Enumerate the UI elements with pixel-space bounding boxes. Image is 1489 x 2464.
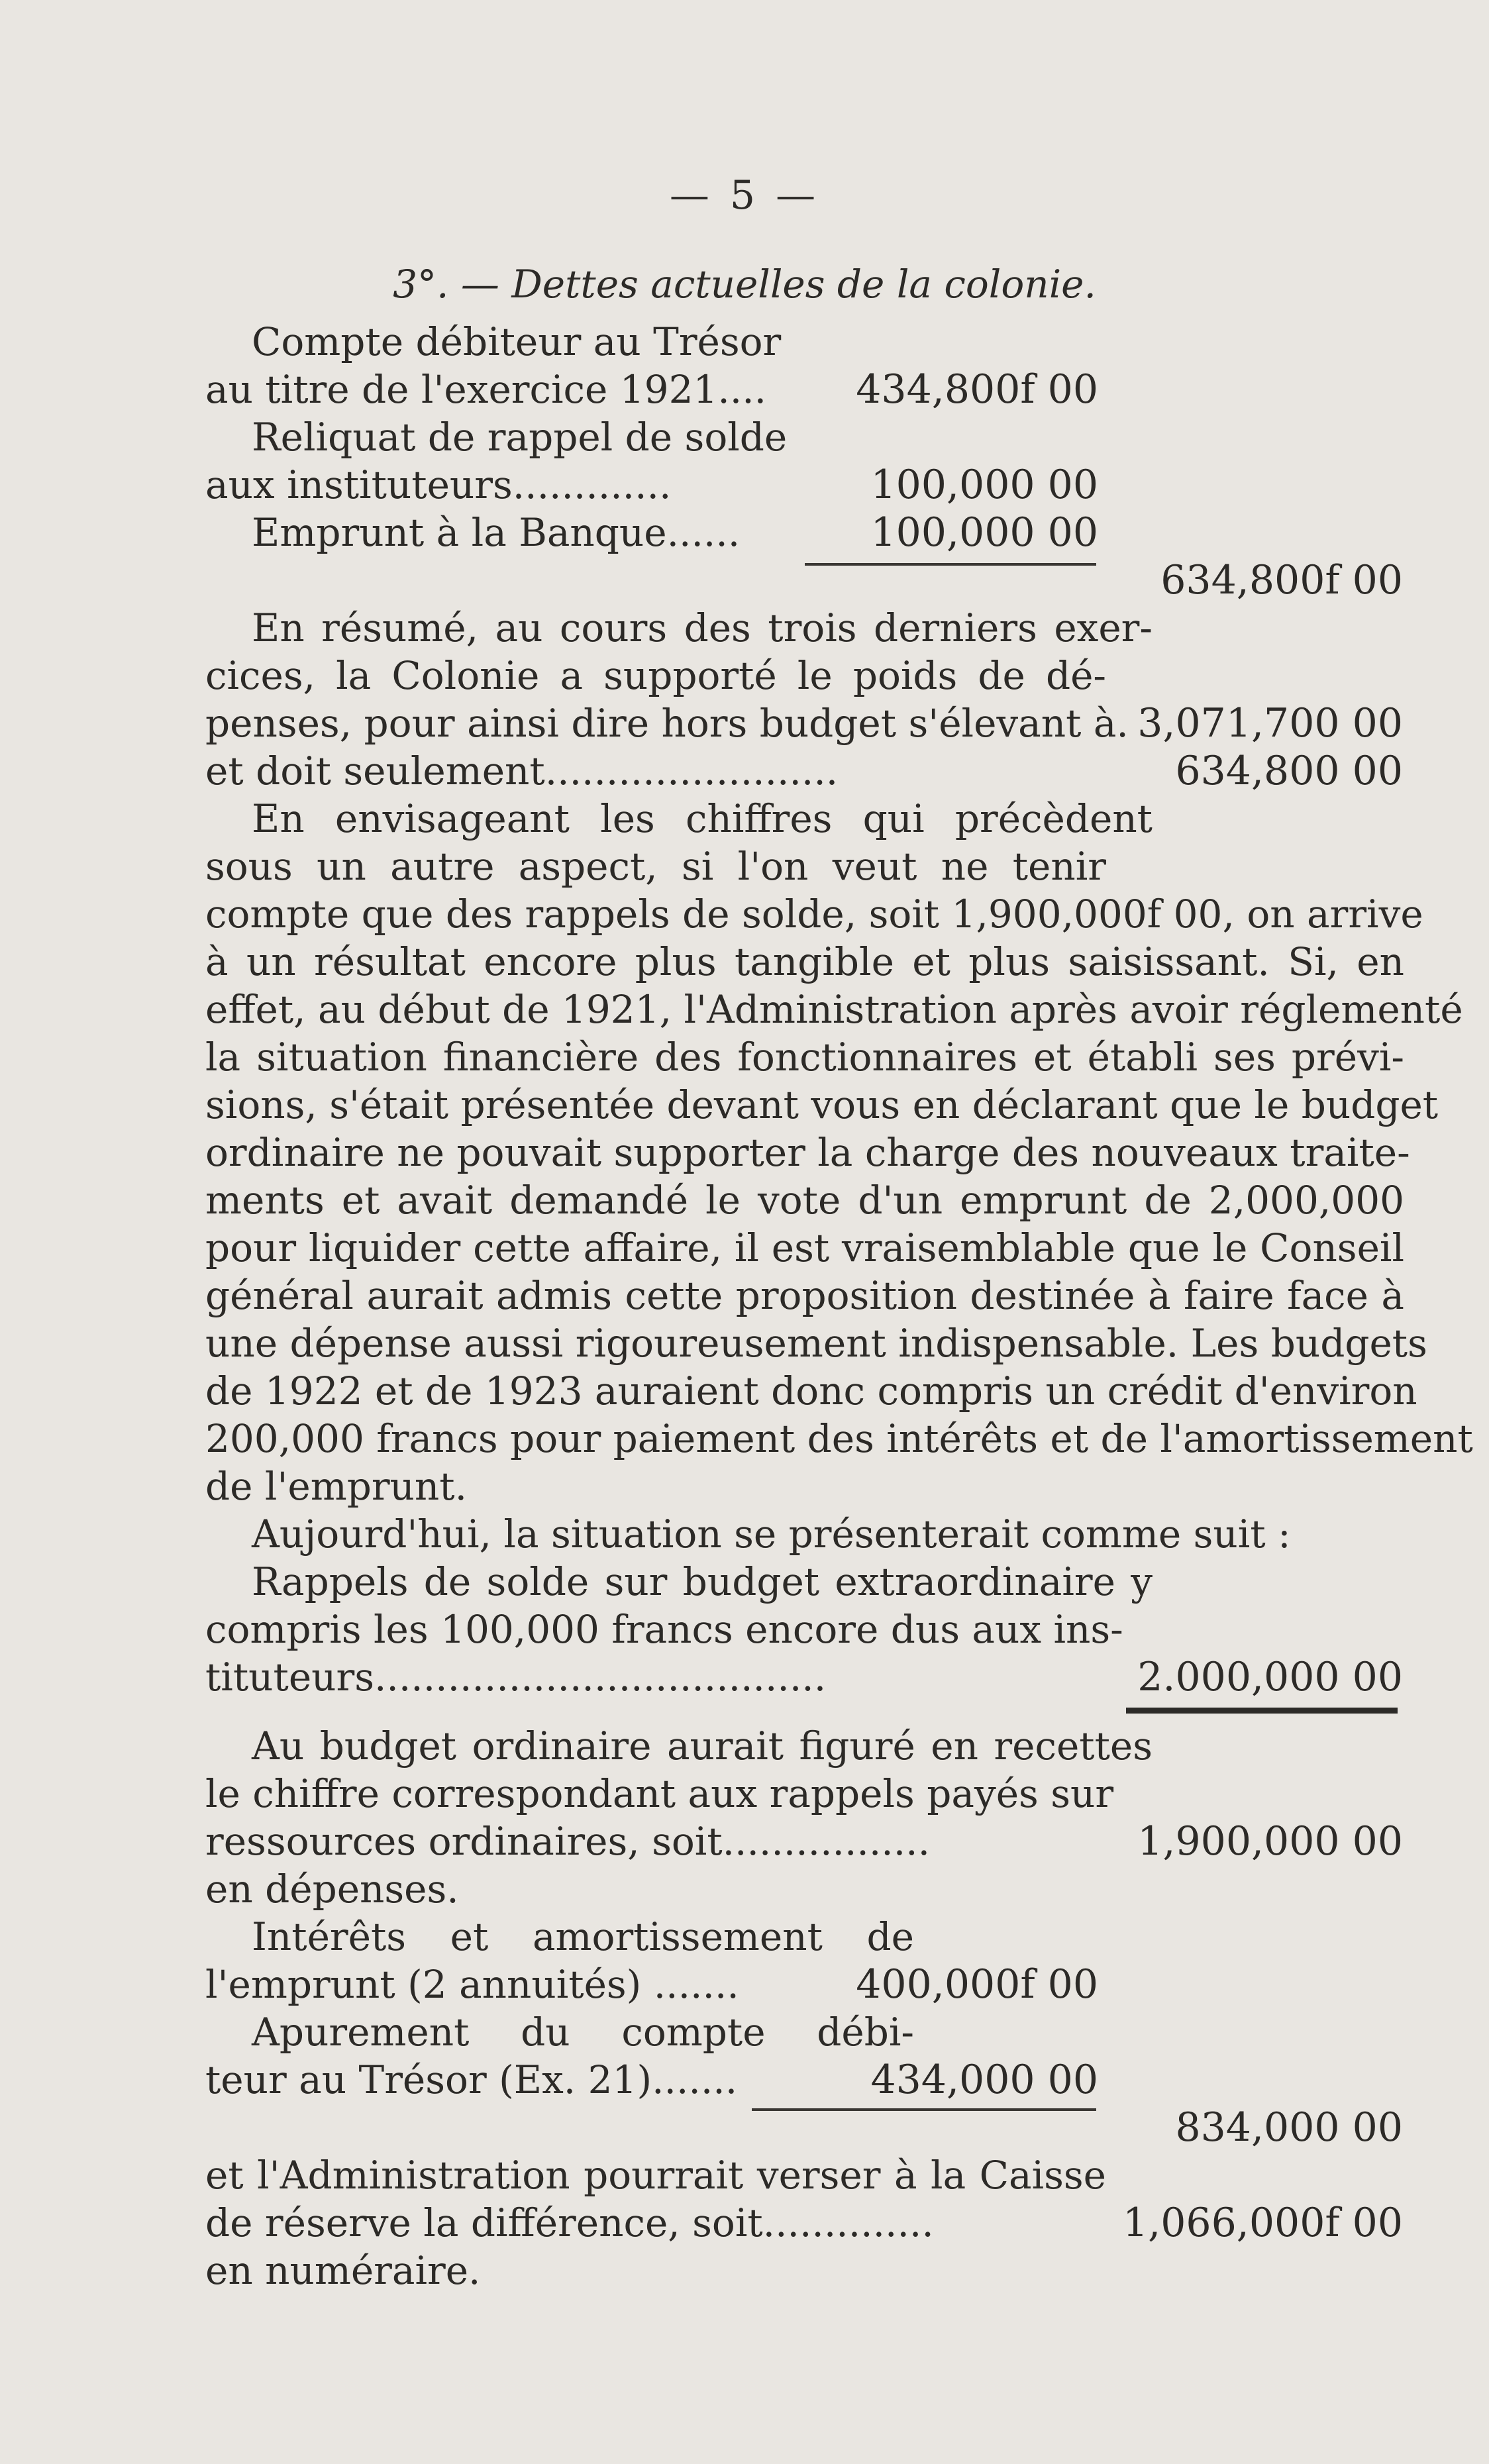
debt-item-2-line-2: aux instituteurs............. (205, 462, 672, 507)
apurement-line-1: Apurement du compte débi- (252, 2010, 914, 2055)
paragraph-line-9: ments et avait demandé le vote d'un emprunt de 2,000,000 (205, 1178, 1404, 1223)
paragraph-line-3: compte que des rappels de solde, soit 1,900,000f 00, on arrive (205, 892, 1423, 937)
rappels-amount: 2.000,000 00 (1137, 1654, 1403, 1700)
situation-intro: Aujourd'hui, la situation se présenterait comme suit : (252, 1512, 1291, 1557)
paragraph-line-13: de 1922 et de 1923 auraient donc compris un crédit d'environ (205, 1368, 1417, 1413)
depenses-total: 834,000 00 (1175, 2104, 1403, 2151)
rappels-total-rule (1126, 1708, 1398, 1714)
apurement-line-2: teur au Trésor (Ex. 21)....... (205, 2057, 738, 2102)
subtotal-rule (805, 563, 1096, 566)
paragraph-line-6: la situation financière des fonctionnaires et établi ses prévi- (205, 1035, 1404, 1080)
summary-line-1: En résumé, au cours des trois derniers exer- (252, 605, 1153, 650)
debt-item-1-line-2: au titre de l'exercice 1921.... (205, 367, 767, 412)
rappels-line-1: Rappels de solde sur budget extraordinaire y (252, 1559, 1153, 1604)
rappels-line-2: compris les 100,000 francs encore dus aux ins- (205, 1607, 1123, 1652)
debt-item-2-amount: 100,000 00 (870, 462, 1098, 508)
debt-item-2-line-1: Reliquat de rappel de solde (252, 415, 788, 460)
debt-item-3-line: Emprunt à la Banque...... (252, 510, 741, 555)
final-line-2: de réserve la différence, soit.............. (205, 2200, 934, 2245)
debt-item-3-amount: 100,000 00 (870, 509, 1098, 556)
paragraph-line-5: effet, au début de 1921, l'Administration après avoir réglementé (205, 987, 1463, 1032)
budget-line-4: en dépenses. (205, 1867, 459, 1912)
paragraph-line-12: une dépense aussi rigoureusement indispensable. Les budgets (205, 1321, 1427, 1366)
paragraph-line-14: 200,000 francs pour paiement des intérêts et de l'amortissement (205, 1416, 1473, 1461)
debts-total: 634,800f 00 (1160, 557, 1403, 603)
budget-line-2: le chiffre correspondant aux rappels payés sur (205, 1771, 1114, 1816)
final-line-1: et l'Administration pourrait verser à la Caisse (205, 2153, 1106, 2198)
interets-line-2: l'emprunt (2 annuités) ....... (205, 1962, 739, 2007)
debt-item-1-line-1: Compte débiteur au Trésor (252, 319, 782, 364)
paragraph-line-1: En envisageant les chiffres qui précèdent (252, 796, 1153, 841)
rappels-line-3: tituteurs..................................... (205, 1655, 827, 1700)
summary-amount-2: 634,800 00 (1175, 748, 1403, 794)
apurement-amount: 434,000 00 (870, 2057, 1098, 2103)
paragraph-line-2: sous un autre aspect, si l'on veut ne tenir (205, 844, 1106, 889)
summary-amount-1: 3,071,700 00 (1137, 700, 1403, 746)
final-amount: 1,066,000f 00 (1123, 2200, 1403, 2246)
final-line-3: en numéraire. (205, 2248, 481, 2293)
interets-amount: 400,000f 00 (856, 1961, 1098, 2008)
debt-item-1-amount: 434,800f 00 (856, 366, 1098, 413)
summary-line-2: cices, la Colonie a supporté le poids de dé- (205, 653, 1106, 698)
paragraph-line-10: pour liquider cette affaire, il est vraisemblable que le Conseil (205, 1225, 1404, 1270)
summary-line-3: penses, pour ainsi dire hors budget s'élevant à. (205, 701, 1129, 746)
paragraph-line-15: de l'emprunt. (205, 1464, 468, 1509)
depenses-rule (752, 2108, 1096, 2111)
interets-line-1: Intérêts et amortissement de (252, 1914, 914, 1959)
paragraph-line-7: sions, s'était présentée devant vous en déclarant que le budget (205, 1082, 1439, 1127)
paragraph-line-11: général aurait admis cette proposition destinée à faire face à (205, 1273, 1404, 1318)
page-number: — 5 — (669, 172, 820, 219)
paragraph-line-8: ordinaire ne pouvait supporter la charge des nouveaux traite- (205, 1130, 1410, 1175)
budget-line-3: ressources ordinaires, soit................. (205, 1819, 931, 1864)
section-heading: 3°. — Dettes actuelles de la colonie. (393, 262, 1096, 307)
summary-line-4: et doit seulement........................ (205, 748, 839, 794)
paragraph-line-4: à un résultat encore plus tangible et plus saisissant. Si, en (205, 939, 1404, 984)
budget-amount: 1,900,000 00 (1137, 1818, 1403, 1865)
budget-line-1: Au budget ordinaire aurait figuré en recettes (252, 1723, 1153, 1769)
